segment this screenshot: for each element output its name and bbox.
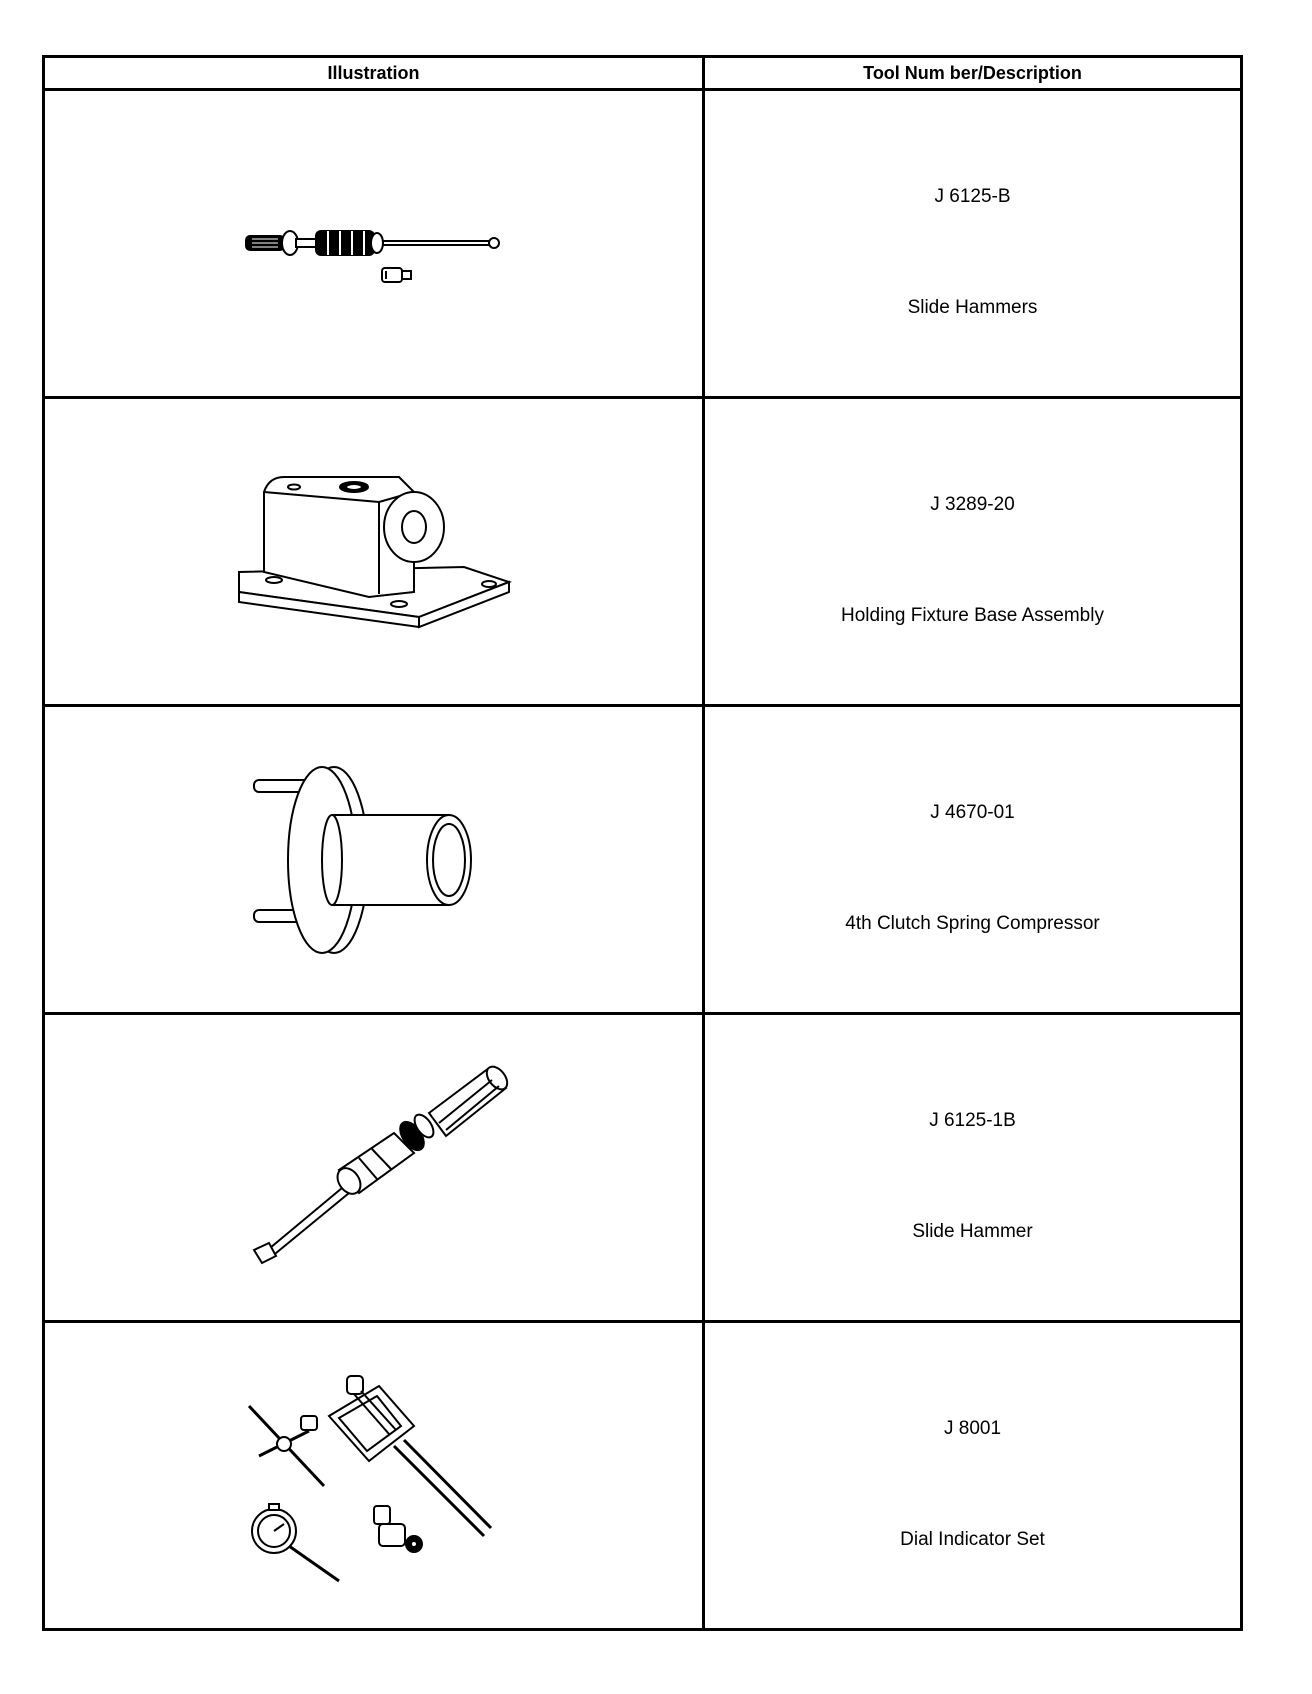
table-row (44, 1322, 1242, 1630)
tool-table (42, 55, 1243, 1631)
table-header-row (44, 57, 1242, 90)
tool-number: J 8001 (943, 1418, 1002, 1439)
tool-description-cell (704, 90, 1242, 398)
dial-indicator-set-icon (229, 1366, 519, 1586)
illustration-cell (44, 1014, 704, 1322)
tool-description: 4th Clutch Spring Compressor (845, 913, 1100, 934)
tool-number: J 6125-B (934, 186, 1011, 207)
illustration-cell (44, 1322, 704, 1630)
tool-description-cell (704, 398, 1242, 706)
holding-fixture-base-icon (224, 462, 524, 642)
table-row (44, 1014, 1242, 1322)
tool-description: Dial Indicator Set (900, 1529, 1045, 1550)
tool-description: Slide Hammer (912, 1221, 1033, 1242)
clutch-spring-compressor-icon (244, 760, 504, 960)
tool-description: Slide Hammers (907, 297, 1038, 318)
tool-number: J 3289-20 (930, 494, 1015, 515)
illustration-cell (44, 706, 704, 1014)
illustration-column-header: Illustration (44, 57, 704, 90)
slide-hammer-icon (234, 1058, 514, 1278)
slide-hammers-icon (234, 184, 514, 304)
tool-description-cell (704, 706, 1242, 1014)
tool-description: Holding Fixture Base Assembly (841, 605, 1104, 626)
table-row (44, 90, 1242, 398)
illustration-cell (44, 90, 704, 398)
tool-description-cell (704, 1322, 1242, 1630)
table-row (44, 706, 1242, 1014)
tool-description-cell (704, 1014, 1242, 1322)
illustration-cell (44, 398, 704, 706)
tool-column-header: Tool Num ber/Description (704, 57, 1242, 90)
table-row (44, 398, 1242, 706)
tool-number: J 6125-1B (929, 1110, 1016, 1131)
tool-number: J 4670-01 (930, 802, 1015, 823)
